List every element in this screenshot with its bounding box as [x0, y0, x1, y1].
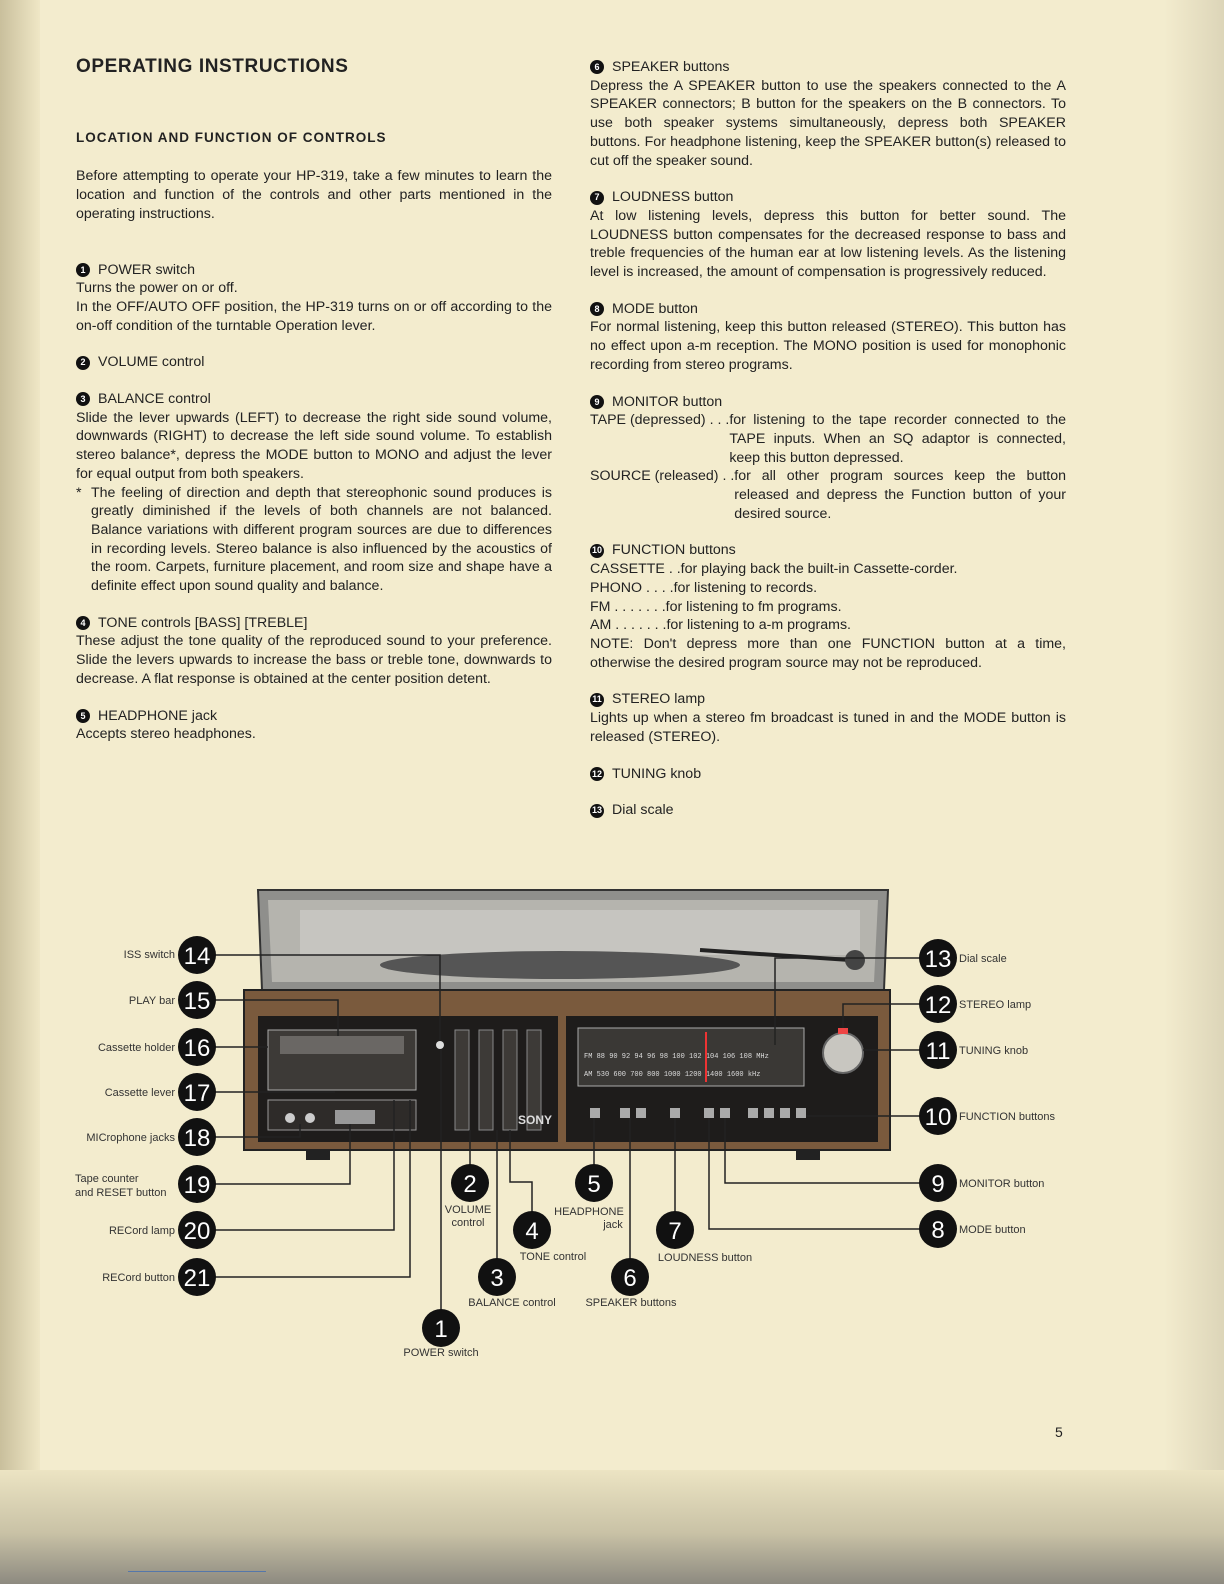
item-power-body-2: In the OFF/AUTO OFF position, the HP-319 turns on or off according to the on-off condition of the turntable Operation lever. [76, 298, 552, 334]
label-record-lamp: RECord lamp [108, 1225, 175, 1237]
stereo-lamp-shape [838, 1028, 848, 1034]
tonearm-base [845, 950, 865, 970]
item-loudness-body: At low listening levels, depress this button for better sound. The LOUDNESS button compensates for the decreased response to bass and treble frequencies of the human ear at low listening levels. As the listening level is increased, the amount of compensation is progressively reduced. [590, 207, 1066, 281]
speaker-b-button [636, 1108, 646, 1118]
item-number-badge: 9 [590, 395, 604, 409]
intro-paragraph: Before attempting to operate your HP-319, take a few minutes to learn the location and function of the controls and other parts mentioned in the operating instructions. [76, 168, 552, 222]
label-stereo-lamp: STEREO lamp [959, 999, 1032, 1011]
function-row-fm: FM . . . . . . . for listening to fm programs. [590, 598, 842, 615]
mode-button-shape [704, 1108, 714, 1118]
label-microphone-jacks: MICrophone jacks [86, 1132, 175, 1144]
monitor-button-shape [720, 1108, 730, 1118]
power-switch-shape [436, 1041, 444, 1049]
foot-right [796, 1150, 820, 1160]
callout-3-number: 3 [490, 1265, 504, 1292]
slider-bass [503, 1030, 517, 1130]
item-dial-head: 13 Dial scale [591, 802, 674, 819]
slider-volume [455, 1030, 469, 1130]
label-headphone-2: jack [603, 1219, 623, 1231]
callout-21-number: 21 [183, 1265, 211, 1292]
dust-cover-reflection [300, 910, 860, 955]
item-tone-body: These adjust the tone quality of the reproduced sound to your preference. Slide the levers upwards to increase the bass or treble tone, downwards to decrease. A flat response is obtained at the center position detent. [76, 633, 552, 687]
item-number-badge: 11 [590, 693, 604, 707]
tuning-knob-shape [823, 1033, 863, 1073]
mic-jack-right [305, 1113, 315, 1123]
item-number-badge: 10 [590, 544, 604, 558]
function-row-am: AM . . . . . . . for listening to a-m programs. [590, 617, 851, 634]
label-mode-button: MODE button [959, 1224, 1026, 1236]
item-power-head: 1 POWER switch [76, 261, 552, 280]
item-headphone-body: Accepts stereo headphones. [76, 726, 256, 743]
item-number-badge: 8 [590, 302, 604, 316]
callout-18-number: 18 [183, 1125, 211, 1152]
item-balance-head: 3 BALANCE control [76, 390, 552, 409]
foot-left [306, 1150, 330, 1160]
dial-am-scale: AM 530 600 700 800 1000 1200 1400 1600 kHz [584, 1071, 761, 1079]
dial-fm-scale: FM 88 90 92 94 96 98 100 102 104 106 108 MHz [584, 1053, 769, 1061]
loudness-button-shape [670, 1108, 680, 1118]
brand-logo: SONY [518, 1113, 553, 1127]
monitor-row-tape: TAPE (depressed) . . . for listening to the tape recorder connected to the TAPE inputs. When an SQ adaptor is connected, keep this button depressed. [590, 412, 1066, 466]
callout-17-number: 17 [183, 1080, 211, 1107]
function-note: NOTE: Don't depress more than one FUNCTION button at a time, otherwise the desired program source may not be reproduced. [590, 635, 1066, 671]
label-reset-button: and RESET button [75, 1187, 167, 1199]
callout-13-number: 13 [924, 946, 952, 973]
section-subtitle: LOCATION AND FUNCTION OF CONTROLS [76, 129, 387, 145]
item-tuning-head: 12 TUNING knob [591, 765, 702, 782]
label-tuning-knob: TUNING knob [959, 1045, 1029, 1057]
callout-7-number: 7 [668, 1218, 682, 1245]
mic-jack-left [285, 1113, 295, 1123]
tape-counter [335, 1110, 375, 1124]
label-tape-counter: Tape counter [75, 1173, 139, 1185]
callout-9-number: 9 [931, 1171, 945, 1198]
label-iss-switch: ISS switch [123, 949, 175, 961]
item-number-badge: 3 [76, 392, 90, 406]
page-number: 5 [1055, 1424, 1063, 1440]
monitor-row-source: SOURCE (released) . . for all other program sources keep the button released and depress the Function button of your desired source. [590, 468, 1066, 522]
function-phono-button [764, 1108, 774, 1118]
callout-15-number: 15 [183, 988, 211, 1015]
callout-12-number: 12 [924, 992, 952, 1019]
label-volume-2: control [451, 1217, 485, 1229]
balance-footnote: * The feeling of direction and depth that stereophonic sound produces is greatly diminished if the levels of both channels are not balanced. Balance variations with different program sources are due to differences in recording levels. Stereo balance is also influenced by the acoustics of the room. Carpets, furniture placement, and room size and shape have a definite effect upon sound quality and balance. [76, 484, 552, 595]
item-speaker-body: Depress the A SPEAKER button to use the speakers connected to the A SPEAKER connectors; B button for the speakers on the B connectors. To use both speaker systems simultaneously, depress both SPEAKER buttons. For headphone listening, keep the SPEAKER button(s) released to cut off the speaker sound. [590, 77, 1066, 169]
label-power-switch: POWER switch [403, 1347, 479, 1359]
item-stereo-body: Lights up when a stereo fm broadcast is tuned in and the MODE button is released (STEREO). [590, 710, 1066, 745]
item-monitor-head: 9 MONITOR button [590, 393, 1066, 412]
item-power-body: Turns the power on or off. [76, 280, 238, 297]
callout-11-number: 11 [925, 1038, 951, 1065]
cassette-window [280, 1036, 404, 1054]
item-balance-body: Slide the lever upwards (LEFT) to decrease the right side sound volume, downwards (RIGHT) to decrease the left side sound volume. To establish stereo balance*, depress the MODE button to MONO and adjust the lever for equal output from both speakers. [76, 409, 552, 482]
item-mode-head: 8 MODE button [590, 300, 1066, 319]
function-fm-button [780, 1108, 790, 1118]
label-cassette-lever: Cassette lever [104, 1087, 175, 1099]
label-speaker-buttons: SPEAKER buttons [585, 1297, 677, 1309]
label-volume: VOLUME [444, 1204, 492, 1216]
item-number-badge: 1 [76, 263, 90, 277]
callout-1-number: 1 [434, 1316, 448, 1343]
label-headphone: HEADPHONE [554, 1206, 624, 1218]
item-volume-head: 2 VOLUME control [76, 353, 552, 372]
callout-5-number: 5 [587, 1171, 601, 1198]
item-tone-head: 4 TONE controls [BASS] [TREBLE] [76, 614, 552, 633]
item-number-badge: 7 [590, 191, 604, 205]
item-number-badge: 5 [76, 709, 90, 723]
function-am-button [796, 1108, 806, 1118]
callout-20-number: 20 [183, 1218, 211, 1245]
speaker-a-button [620, 1108, 630, 1118]
callout-4-number: 4 [525, 1218, 539, 1245]
item-function-head: 10 FUNCTION buttons [591, 542, 736, 559]
item-stereo-head: 11 STEREO lamp [590, 690, 1066, 709]
item-headphone-head: 5 HEADPHONE jack [76, 707, 552, 726]
label-tone-control: TONE control [519, 1251, 587, 1263]
item-speaker-head: 6 SPEAKER buttons [590, 58, 1066, 77]
function-row-phono: PHONO . . . . for listening to records. [590, 579, 818, 596]
label-play-bar: PLAY bar [128, 995, 175, 1007]
page-title: OPERATING INSTRUCTIONS [76, 56, 349, 77]
callout-6-number: 6 [623, 1265, 637, 1292]
label-loudness: LOUDNESS button [657, 1252, 753, 1264]
item-loudness-head: 7 LOUDNESS button [590, 188, 1066, 207]
callout-19-number: 19 [183, 1172, 211, 1199]
function-row-cassette: CASSETTE . . for playing back the built-in Cassette-corder. [590, 561, 958, 578]
item-mode-body: For normal listening, keep this button released (STEREO). This button has no effect upon a-m reception. The MONO position is used for monophonic recording from stereo programs. [590, 319, 1066, 373]
label-monitor-button: MONITOR button [959, 1178, 1045, 1190]
label-function-buttons: FUNCTION buttons [959, 1111, 1055, 1123]
callout-10-number: 10 [924, 1104, 952, 1131]
callout-2-number: 2 [463, 1171, 477, 1198]
function-cassette-button [748, 1108, 758, 1118]
label-balance-control: BALANCE control [468, 1297, 556, 1309]
label-cassette-holder: Cassette holder [97, 1042, 175, 1054]
item-number-badge: 13 [590, 804, 604, 818]
label-record-button: RECord button [102, 1272, 175, 1284]
item-number-badge: 12 [590, 767, 604, 781]
callout-14-number: 14 [183, 943, 211, 970]
callout-16-number: 16 [183, 1035, 211, 1062]
item-number-badge: 4 [76, 616, 90, 630]
slider-balance [479, 1030, 493, 1130]
item-number-badge: 2 [76, 356, 90, 370]
headphone-jack-shape [590, 1108, 600, 1118]
callout-8-number: 8 [931, 1217, 945, 1244]
item-number-badge: 6 [590, 60, 604, 74]
label-dial-scale: Dial scale [959, 953, 1007, 965]
